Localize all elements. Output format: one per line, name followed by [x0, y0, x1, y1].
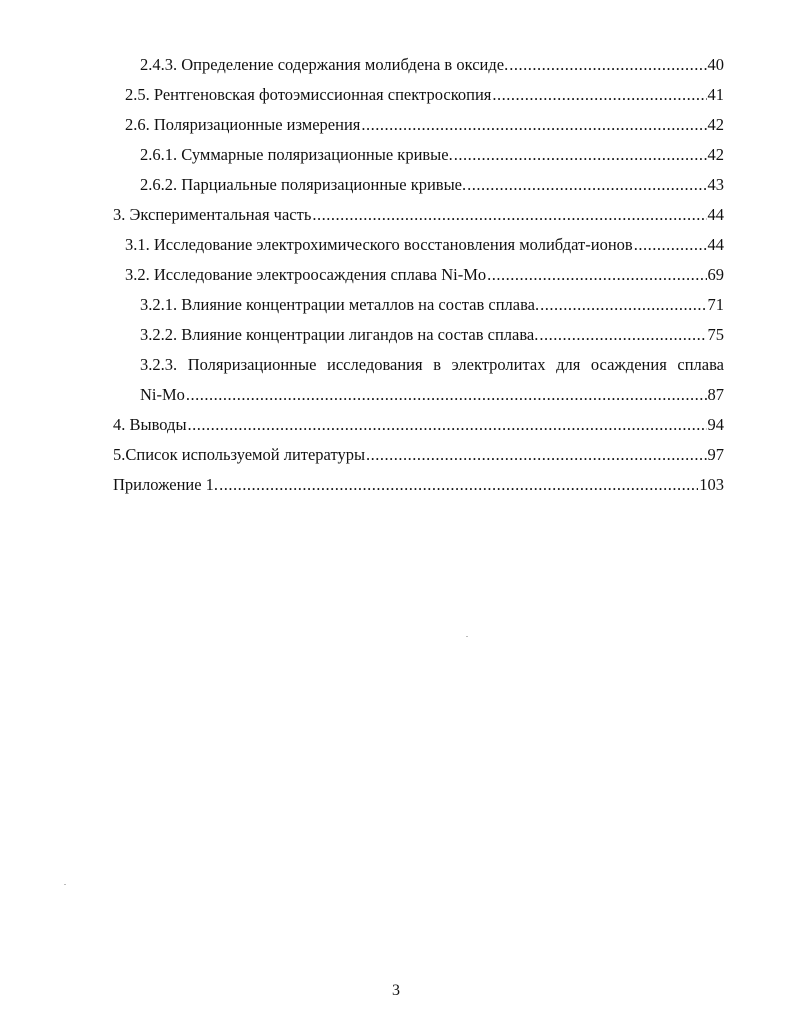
toc-entry-page: 40	[707, 55, 724, 74]
toc-entry-title: 2.6.1. Суммарные поляризационные кривые.	[140, 145, 453, 164]
toc-entry-page: 71	[707, 295, 724, 314]
toc-entry-page: 69	[707, 265, 724, 284]
toc-entry-title: 2.4.3. Определение содержания молибдена в оксиде.	[140, 55, 509, 74]
toc-entry-title: 5.Список используемой литературы	[113, 445, 366, 464]
toc-entry-title: 3.1. Исследование электрохимического восстановления молибдат-ионов	[125, 235, 633, 254]
toc-entry	[0, 50, 792, 80]
toc-entry	[0, 260, 792, 290]
toc-entry-page: 97	[707, 445, 724, 464]
toc-entry-title: 3.2. Исследование электроосаждения сплава Ni-Mo	[125, 265, 487, 284]
toc-leader-dots	[219, 470, 698, 500]
toc-entry	[0, 470, 792, 500]
toc-leader-dots	[509, 50, 706, 80]
toc-entry-title-line1: 3.2.3. Поляризационные исследования в электролитах для осаждения сплава	[140, 355, 724, 374]
toc-leader-dots	[186, 380, 707, 410]
toc-entry-title: 3.2.2. Влияние концентрации лигандов на состав сплава.	[140, 325, 539, 344]
toc-leader-dots	[366, 440, 706, 470]
toc-entry-page: 75	[707, 325, 724, 344]
toc-entry	[0, 80, 792, 110]
toc-entry	[0, 200, 792, 230]
toc-entry	[0, 290, 792, 320]
toc-leader-dots	[188, 410, 707, 440]
toc-entry-wrapped	[0, 350, 792, 410]
toc-leader-dots	[540, 290, 706, 320]
toc-leader-dots	[454, 140, 707, 170]
toc-leader-dots	[539, 320, 706, 350]
toc-entry-page: 87	[707, 385, 724, 404]
toc-entry-title: 2.6. Поляризационные измерения	[125, 115, 361, 134]
toc-entry-page: 103	[699, 475, 724, 494]
toc-entry-page: 42	[707, 145, 724, 164]
toc-entry-title: 3. Экспериментальная часть	[113, 205, 312, 224]
page-number: 3	[392, 982, 400, 999]
toc-entry	[0, 140, 792, 170]
toc-entry	[0, 230, 792, 260]
toc-entry-title: 2.6.2. Парциальные поляризационные кривые.	[140, 175, 467, 194]
toc-entry-title: 3.2.1. Влияние концентрации металлов на состав сплава.	[140, 295, 540, 314]
toc-entry-page: 44	[707, 205, 724, 224]
toc-entry-title: Приложение 1.	[113, 475, 219, 494]
toc-entry	[0, 440, 792, 470]
toc-leader-dots	[361, 110, 706, 140]
toc-entry-page: 42	[707, 115, 724, 134]
toc-leader-dots	[312, 200, 706, 230]
toc-entry-page: 43	[707, 175, 724, 194]
scan-speck	[466, 636, 468, 637]
toc-leader-dots	[492, 80, 706, 110]
toc-entry-title: 4. Выводы	[113, 415, 187, 434]
toc-entry	[0, 410, 792, 440]
toc-entry	[0, 320, 792, 350]
toc-leader-dots	[634, 230, 707, 260]
toc-entry-page: 41	[707, 85, 724, 104]
toc-leader-dots	[467, 170, 706, 200]
toc-entry	[0, 170, 792, 200]
toc-entry	[0, 110, 792, 140]
scan-speck	[64, 884, 66, 885]
toc-entry-title: 2.5. Рентгеновская фотоэмиссионная спектроскопия	[125, 85, 492, 104]
toc-entry-page: 94	[707, 415, 724, 434]
toc-leader-dots	[487, 260, 706, 290]
table-of-contents	[0, 50, 792, 500]
toc-entry-title-line2: Ni-Mo	[140, 385, 185, 404]
toc-entry-page: 44	[707, 235, 724, 254]
